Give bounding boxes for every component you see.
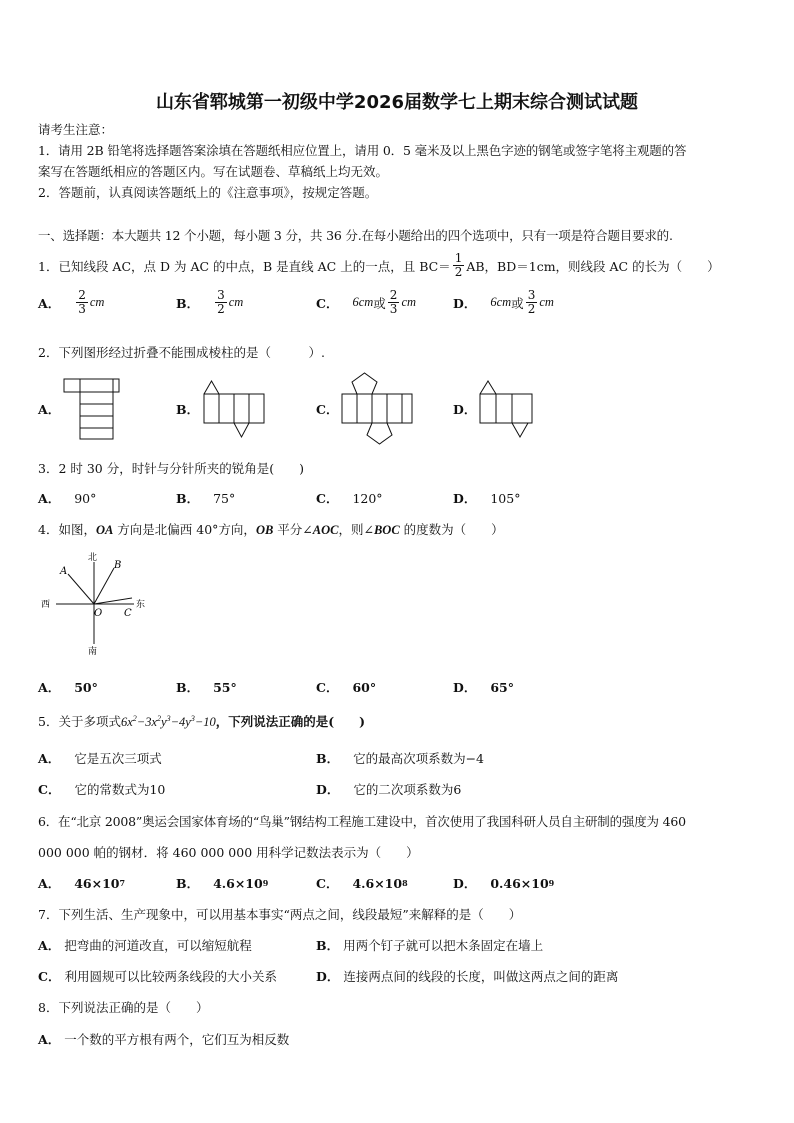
q5-term-2: −3x xyxy=(136,715,158,729)
q5-term-1: 6x xyxy=(120,715,133,729)
q5-option-d[interactable] xyxy=(316,780,461,798)
q5-a-label: A． xyxy=(38,751,61,766)
q4-d-label: D． xyxy=(453,680,477,695)
q1-b-unit: cm xyxy=(228,295,244,309)
q3-a-label: A． xyxy=(38,491,61,506)
q4-b-text: 55° xyxy=(213,679,237,695)
q7-option-b[interactable] xyxy=(316,936,543,954)
q6-option-d[interactable]: D． 0.46×10 9 xyxy=(453,875,555,891)
q5-term-4: −10 xyxy=(194,715,216,729)
q1-c-or: 或 xyxy=(373,295,386,311)
q4-label-south: 南 xyxy=(88,647,98,657)
q3-option-d[interactable] xyxy=(453,489,520,507)
q7-d-text: 连接两点间的线段的长度，叫做这两点之间的距离 xyxy=(343,969,619,984)
q6-a-base: 46×10 xyxy=(74,875,120,891)
q6-option-c[interactable]: C． 4.6×10 8 xyxy=(316,875,408,891)
q6-b-base: 4.6×10 xyxy=(213,875,263,891)
q6-c-label: C． xyxy=(316,876,339,891)
q5-option-b[interactable] xyxy=(316,749,484,767)
q4-aoc: AOC xyxy=(312,523,339,537)
q5-term-2b: y xyxy=(161,715,167,729)
q4-option-a[interactable] xyxy=(38,678,98,696)
q4-label-west: 西 xyxy=(41,600,51,610)
q4-ob: OB xyxy=(255,523,274,537)
q8-option-a[interactable] xyxy=(38,1030,289,1048)
q2-net-a-figure[interactable] xyxy=(60,375,120,441)
q4-c-label: C． xyxy=(316,680,339,695)
q7-c-text: 利用圆规可以比较两条线段的大小关系 xyxy=(64,969,277,984)
q2-option-a-label[interactable]: A． xyxy=(38,402,61,417)
question-7-stem: 7．下列生活、生产现象中，可以用基本事实“两点之间，线段最短”来解释的是（ ） xyxy=(38,907,522,922)
q3-c-label: C． xyxy=(316,491,339,506)
q4-label-c: C xyxy=(124,608,132,619)
q3-d-label: D． xyxy=(453,491,477,506)
q3-b-text: 75° xyxy=(213,490,236,506)
q5-stem-a: 5．关于多项式 xyxy=(38,714,121,729)
q7-option-d[interactable] xyxy=(316,967,618,985)
notice-item-1-line-1: 1．请用 2B 铅笔将选择题答案涂填在答题纸相应位置上，请用 0．5 毫米及以上黑色字迹的钢笔或签字笔将主观题的答 xyxy=(38,143,687,158)
question-3-stem: 3．2 时 30 分，时针与分针所夹的锐角是( ) xyxy=(38,461,304,476)
q2-net-b-figure[interactable] xyxy=(200,375,270,441)
q3-b-label: B． xyxy=(176,491,200,506)
q5-a-text: 它是五次三项式 xyxy=(74,751,162,766)
q1-stem-part-a: 1．已知线段 AC，点 D 为 AC 的中点，B 是直线 AC 上的一点，且 BC＝ xyxy=(38,258,451,274)
q4-label-east: 东 xyxy=(136,600,146,610)
question-8-stem: 8．下列说法正确的是（ ） xyxy=(38,1000,209,1015)
q4-stem-b: 方向是北偏西 40°方向， xyxy=(113,522,256,537)
q1-d-num: 3 xyxy=(527,288,536,302)
q7-a-text: 把弯曲的河道改直，可以缩短航程 xyxy=(64,938,252,953)
question-6-line-1: 6．在“北京 2008”奥运会国家体育场的“鸟巢”钢结构工程施工建设中，首次使用了我国科研人员自主研制的强度为 460 xyxy=(38,814,686,829)
q1-option-a-fraction xyxy=(76,289,88,316)
q4-d-text: 65° xyxy=(490,679,514,695)
q1-option-d[interactable] xyxy=(453,289,554,316)
q1-d-unit: cm xyxy=(539,295,554,309)
q4-option-c[interactable] xyxy=(316,678,376,696)
page-title: 山东省郓城第一初级中学2026届数学七上期末综合测试试题 xyxy=(155,92,639,113)
q1-option-d-label: D． xyxy=(453,295,477,311)
q3-c-text: 120° xyxy=(352,490,383,506)
q8-a-label: A． xyxy=(38,1032,61,1047)
q3-option-a[interactable] xyxy=(38,489,96,507)
q3-d-text: 105° xyxy=(490,490,521,506)
q1-option-b[interactable] xyxy=(176,289,243,316)
q1-d-den: 2 xyxy=(527,302,536,316)
q1-option-b-label: B． xyxy=(176,295,200,311)
question-4-stem xyxy=(38,520,504,538)
q5-exp-2b: 3 xyxy=(166,713,171,723)
q1-b-num: 3 xyxy=(217,288,225,302)
notice-heading: 请考生注意： xyxy=(38,122,114,137)
q1-a-den: 3 xyxy=(78,302,86,316)
q1-c-pre: 6cm xyxy=(352,295,374,309)
q6-d-label: D． xyxy=(453,876,477,891)
q1-fraction xyxy=(453,252,465,279)
q2-option-b-label[interactable]: B． xyxy=(176,402,200,417)
q4-compass-figure xyxy=(38,548,158,658)
q5-option-c[interactable] xyxy=(38,780,165,798)
q3-option-c[interactable] xyxy=(316,489,383,507)
q1-frac-num: 1 xyxy=(454,251,463,265)
q4-oa: OA xyxy=(95,523,114,537)
q5-c-text: 它的常数式为10 xyxy=(74,782,166,797)
question-6-line-2: 000 000 帕的钢材．将 460 000 000 用科学记数法表示为（ ） xyxy=(38,845,419,860)
q1-d-or: 或 xyxy=(511,295,524,311)
q6-b-label: B． xyxy=(176,876,200,891)
q5-c-label: C． xyxy=(38,782,61,797)
section-1-heading: 一、选择题：本大题共 12 个小题，每小题 3 分，共 36 分.在每小题给出的四个选项中，只有一项是符合题目要求的. xyxy=(38,228,673,243)
q5-stem-b: ，下列说法正确的是( ) xyxy=(215,714,366,729)
q6-c-base: 4.6×10 xyxy=(352,875,403,891)
q6-option-a[interactable]: A． 46×10 7 xyxy=(38,875,126,891)
q1-option-d-fraction xyxy=(526,289,538,316)
q5-term-3: −4y xyxy=(170,715,191,729)
q2-option-c-label[interactable]: C． xyxy=(316,402,339,417)
q6-a-label: A． xyxy=(38,876,61,891)
question-5-stem xyxy=(38,712,365,730)
q1-d-pre: 6cm xyxy=(490,295,512,309)
q4-label-north: 北 xyxy=(88,553,98,563)
q1-option-a[interactable] xyxy=(38,289,104,316)
q4-option-b[interactable] xyxy=(176,678,237,696)
q4-stem-c: 平分∠ xyxy=(273,522,313,537)
q4-stem-e: 的度数为（ ） xyxy=(399,522,504,537)
q1-a-unit: cm xyxy=(89,295,105,309)
question-2-stem: 2．下列图形经过折叠不能围成棱柱的是（ ）. xyxy=(38,345,325,360)
q5-exp-3: 3 xyxy=(190,713,195,723)
q7-b-text: 用两个钉子就可以把木条固定在墙上 xyxy=(343,938,544,953)
q5-d-text: 它的二次项系数为6 xyxy=(353,782,462,797)
q6-d-base: 0.46×10 xyxy=(490,875,549,891)
q2-net-c-figure[interactable] xyxy=(338,370,418,446)
q5-b-label: B． xyxy=(316,751,340,766)
q4-option-d[interactable] xyxy=(453,678,514,696)
q4-label-o: O xyxy=(94,608,103,619)
q4-label-b: B xyxy=(114,560,122,571)
q5-option-a[interactable] xyxy=(38,749,162,767)
q5-b-text: 它的最高次项系数为−4 xyxy=(353,751,485,766)
q7-c-label: C． xyxy=(38,969,61,984)
q1-stem-part-b: AB，BD＝1cm，则线段 AC 的长为（ ） xyxy=(466,258,720,274)
q5-polynomial xyxy=(121,715,216,729)
q7-a-label: A． xyxy=(38,938,61,953)
q1-frac-den: 2 xyxy=(454,265,463,279)
q8-a-text: 一个数的平方根有两个，它们互为相反数 xyxy=(64,1032,290,1047)
q1-a-num: 2 xyxy=(78,288,86,302)
q4-stem-d: ，则∠ xyxy=(338,522,374,537)
q3-a-text: 90° xyxy=(74,490,97,506)
q5-d-label: D． xyxy=(316,782,340,797)
q7-option-c[interactable] xyxy=(38,967,277,985)
q4-boc: BOC xyxy=(373,523,400,537)
q3-option-b[interactable] xyxy=(176,489,235,507)
q7-d-label: D． xyxy=(316,969,340,984)
q1-option-c[interactable] xyxy=(316,289,416,316)
q4-label-a: A xyxy=(60,566,68,577)
q4-stem-a: 4．如图， xyxy=(38,522,96,537)
q4-a-text: 50° xyxy=(74,679,98,695)
q1-c-unit: cm xyxy=(401,295,417,309)
notice-item-2: 2．答题前，认真阅读答题纸上的《注意事项》，按规定答题。 xyxy=(38,185,378,200)
q6-option-b[interactable]: B． 4.6×10 9 xyxy=(176,875,269,891)
q1-option-c-fraction xyxy=(388,289,400,316)
question-1-stem xyxy=(38,252,720,279)
q1-b-den: 2 xyxy=(217,302,225,316)
q1-c-num: 2 xyxy=(389,288,398,302)
q5-exp-1: 2 xyxy=(132,713,137,723)
q7-b-label: B． xyxy=(316,938,340,953)
q5-exp-2: 2 xyxy=(157,713,162,723)
q1-c-den: 3 xyxy=(389,302,398,316)
q2-option-d-label[interactable]: D． xyxy=(453,402,477,417)
q2-net-d-figure[interactable] xyxy=(476,375,540,441)
q4-c-text: 60° xyxy=(352,679,377,695)
notice-item-1-line-2: 案写在答题纸相应的答题区内。写在试题卷、草稿纸上均无效。 xyxy=(38,164,389,179)
q4-a-label: A． xyxy=(38,680,61,695)
q7-option-a[interactable] xyxy=(38,936,252,954)
q1-option-a-label: A． xyxy=(38,295,61,311)
q4-b-label: B． xyxy=(176,680,200,695)
q1-option-c-label: C． xyxy=(316,295,339,311)
q1-option-b-fraction xyxy=(215,289,227,316)
